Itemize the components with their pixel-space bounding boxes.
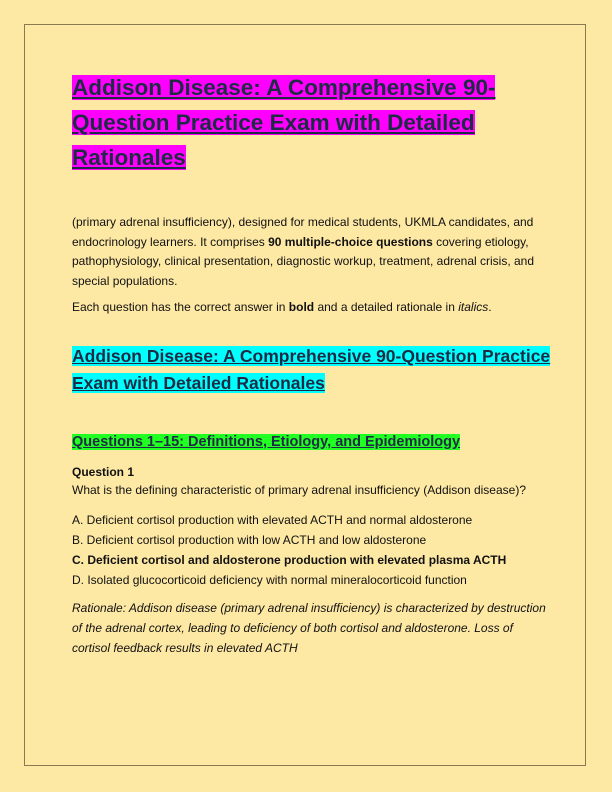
document-body [72, 70, 552, 658]
italic-word: italics [458, 300, 489, 314]
question-label: Question 1 [72, 464, 135, 479]
question-stem: What is the defining characteristic of primary adrenal insufficiency (Addison disease)? [72, 482, 526, 497]
secondary-title: Addison Disease: A Comprehensive 90-Question Practice Exam with Detailed Rationales [72, 345, 551, 393]
intro-paragraph: (primary adrenal insufficiency), designed for medical students, UKMLA candidates, and endocrinology learners. It comprises 90 multiple-choice questions covering etiology, pathophysiology, clinical presentation, diagnostic workup, treatment, adrenal crisis, and special populations. [72, 215, 535, 288]
rationale-text: Rationale: Addison disease (primary adrenal insufficiency) is characterized by destruction of the adrenal cortex, leading to deficiency of both cortisol and aldosterone. Loss of cortisol feedback results in elevated ACTH [72, 600, 546, 655]
question-block [72, 463, 552, 658]
section-heading: Questions 1–15: Definitions, Etiology, and Epidemiology [72, 433, 461, 450]
intro-bold-text: 90 multiple-choice questions [268, 234, 433, 249]
answer-format-note: Each question has the correct answer in bold and a detailed rationale in italics. [72, 300, 492, 314]
option-b: B. Deficient cortisol production with low ACTH and low aldosterone [72, 532, 427, 547]
option-c-correct: C. Deficient cortisol and aldosterone production with elevated plasma ACTH [72, 552, 507, 567]
option-a: A. Deficient cortisol production with elevated ACTH and normal aldosterone [72, 512, 473, 527]
answer-options [72, 510, 552, 590]
main-title: Addison Disease: A Comprehensive 90-Question Practice Exam with Detailed Rationales [72, 75, 496, 170]
option-d: D. Isolated glucocorticoid deficiency with normal mineralocorticoid function [72, 572, 467, 587]
bold-word: bold [288, 300, 315, 314]
